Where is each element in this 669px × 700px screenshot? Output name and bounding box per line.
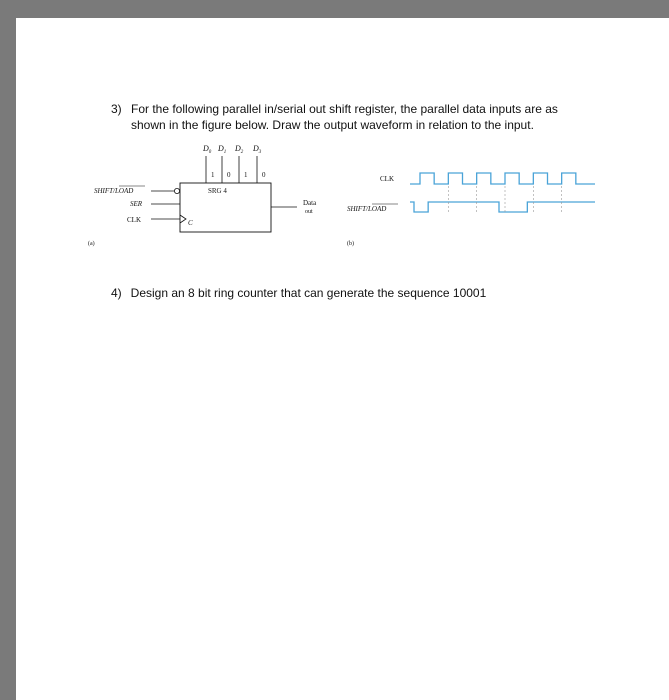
input-value-d2: 1 [244, 171, 248, 179]
clk-label-a: CLK [127, 216, 141, 224]
srg4-label: SRG 4 [208, 187, 227, 195]
figure-a [88, 144, 317, 247]
caption-a: (a) [88, 241, 95, 247]
data-out-label-1: Data [303, 199, 317, 207]
input-label-d1: $D_1$ [218, 144, 227, 155]
input-label-d0: $D_0$ [203, 144, 212, 155]
shift-load-label-b: SHIFT/LOAD [347, 205, 387, 213]
question-4 [111, 286, 486, 300]
waveforms [410, 173, 595, 212]
caption-b: (b) [347, 241, 354, 247]
data-out-label-2: out [305, 209, 313, 215]
figure-b [347, 173, 595, 247]
input-value-d0: 1 [211, 171, 215, 179]
input-label-d2: $D_2$ [235, 144, 244, 155]
question-3-text-line-2: shown in the figure below. Draw the output waveform in relation to the input. [131, 118, 534, 132]
question-3-text-line-1: For the following parallel in/serial out shift register, the parallel data inputs are as [131, 102, 558, 116]
input-label-d3: $D_3$ [253, 144, 262, 155]
clk-waveform [410, 173, 595, 184]
clk-triangle [180, 215, 186, 223]
shift-load-bubble [174, 188, 179, 193]
question-4-number: 4) [111, 286, 122, 300]
input-value-d3: 0 [262, 171, 266, 179]
shift-load-label-a: SHIFT/LOAD [94, 187, 134, 195]
clk-pin-label: C [188, 219, 193, 227]
clk-label-b: CLK [380, 175, 394, 183]
input-value-d1: 0 [227, 171, 231, 179]
question-3-number: 3) [111, 102, 122, 116]
shift-load-waveform [410, 202, 595, 212]
question-4-text: Design an 8 bit ring counter that can generate the sequence 10001 [130, 286, 487, 300]
ser-label: SER [130, 200, 143, 208]
